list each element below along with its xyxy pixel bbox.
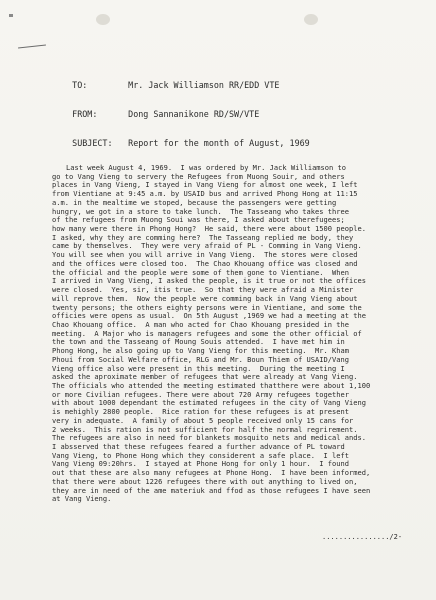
report-line: Chao Khouang office. A man who acted for Chao Khouang presided in the bbox=[52, 319, 349, 329]
report-line: 2 weeks. This ration is not sufficient for half the normal regrirement. bbox=[52, 424, 358, 434]
report-line: Vieng office also were present in this meeting. During the meeting I bbox=[52, 363, 345, 373]
punch-hole-left bbox=[96, 14, 110, 25]
report-line: is mehighly 2800 people. Rice ration for these refugees is at present bbox=[52, 407, 349, 417]
report-line: that there were about 1226 refugees there with out anything to lived on, bbox=[52, 476, 358, 486]
subject-line bbox=[52, 128, 310, 158]
report-line: The refugees are also in need for blankets mosquito nets and medical ands. bbox=[52, 433, 366, 443]
report-line: Phoui from Social Welfare office, RLG and Mr. Boun Thiem of USAID/Vang bbox=[52, 354, 349, 364]
from-line bbox=[52, 99, 259, 129]
report-line: with about 1000 dependant the estimated refugees in the city of Vang Vieng bbox=[52, 398, 366, 408]
report-line: the official and the people were some of them gone to Vientiane. When bbox=[52, 267, 349, 277]
report-line: Last week August 4, 1969. I was ordered by Mr. Jack Williamson to bbox=[66, 163, 347, 172]
report-body bbox=[52, 164, 408, 504]
report-line: asked the aproximate member of refugees that were already at Vang Vieng. bbox=[52, 372, 358, 382]
report-line: how many were there in Phong Hong? He said, there were about 1500 people. bbox=[52, 224, 366, 234]
report-line: places in Vang Vieng, I stayed in Vang Vieng for almost one week, I left bbox=[52, 180, 358, 190]
report-line: a.m. in the mealtime we stoped, because the passengers were getting bbox=[52, 197, 337, 207]
report-line: the town and the Tasseang of Moung Souis attended. I have met him in bbox=[52, 337, 345, 347]
punch-hole-right bbox=[304, 14, 318, 25]
report-line: very in adequate. A family of about 5 people received only 15 cans for bbox=[52, 415, 354, 425]
report-line: at Vang Vieng. bbox=[52, 494, 112, 504]
report-line: from Vientiane at 9:45 a.m. by USAID bus and arrived Phong Hong at 11:15 bbox=[52, 189, 358, 199]
report-line: go to Vang Vieng to servery the Refugees from Muong Souir, and others bbox=[52, 171, 345, 181]
report-line: came by themselves. They were very afraid of PL - Comming in Vang Vieng. bbox=[52, 241, 362, 251]
report-line: Phong Hong, he also going up to Vang Vieng for this meeting. Mr. Kham bbox=[52, 346, 349, 356]
report-line: were closed. Yes, sir, itis true. So that they were afraid a Minister bbox=[52, 285, 354, 295]
scan-mark bbox=[9, 14, 13, 17]
subject-value: Report for the month of August, 1969 bbox=[128, 138, 310, 148]
report-line: Vang Vieng, to Phone Hong which they considerent a safe place. I left bbox=[52, 450, 349, 460]
report-line: and the offices were closed too. The Chao Khouang office was closed and bbox=[52, 258, 358, 268]
scan-mark bbox=[18, 45, 46, 49]
report-line: will reprove them. Now the people were comming back in Vang Vieng about bbox=[52, 293, 358, 303]
report-line: I asked, why they are comming here? The Tasseang replied me body, they bbox=[52, 232, 354, 242]
continuation-mark: ................/2- bbox=[322, 533, 403, 541]
report-line: I absserved that these refugees feared a further advance of PL toward bbox=[52, 442, 345, 451]
report-line: of the refugees from Muong Soui was there, I asked about therefugees; bbox=[52, 215, 345, 225]
report-line: Vang Vieng 09:20hrs. I stayed at Phone Hong for only 1 hour. I found bbox=[52, 459, 349, 469]
to-label: TO: bbox=[72, 80, 88, 90]
report-line: The officials who attended the meeting estimated thatthere were about 1,100 bbox=[52, 380, 371, 390]
report-line: officies were opens as usual. On 5th August ,1969 we had a meeting at the bbox=[52, 311, 366, 321]
subject-label: SUBJECT: bbox=[72, 138, 113, 148]
report-line: hungry, we got in a store to take lunch. The Tasseang who takes three bbox=[52, 206, 349, 216]
report-line: meeting. A Major who is managers refugees and some the other official of bbox=[52, 328, 362, 338]
to-line bbox=[52, 70, 279, 100]
report-line: they are in need of the ame materiuk and ffod as those refugees I have seen bbox=[52, 485, 371, 495]
to-value: Mr. Jack Williamson RR/EDD VTE bbox=[128, 80, 280, 90]
report-line: twenty persons; the others eighty persons were in Vientiane, and some the bbox=[52, 302, 362, 312]
report-line: You will see when you will arrive in Vang Vieng. The stores were closed bbox=[52, 250, 358, 260]
report-line: out that these are also many refugees at Phone Hong. I have been informed, bbox=[52, 468, 371, 478]
report-line: or more Civilian refugees. There were about 720 Army refugees together bbox=[52, 389, 349, 399]
from-label: FROM: bbox=[72, 109, 98, 119]
from-value: Dong Sannanikone RD/SW/VTE bbox=[128, 109, 260, 119]
report-line: I arrived in Vang Vieng, I asked the people, is it true or not the offices bbox=[52, 276, 366, 286]
